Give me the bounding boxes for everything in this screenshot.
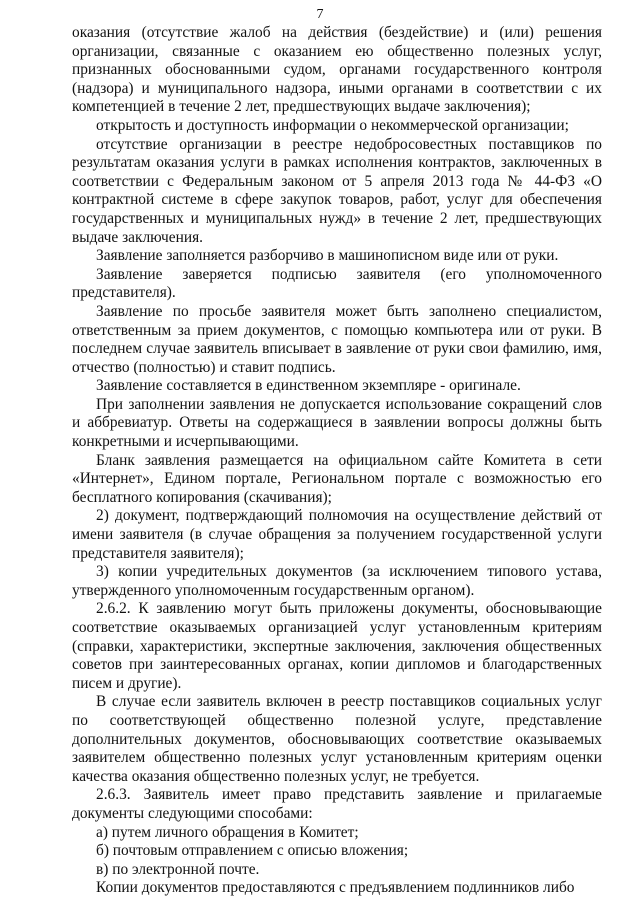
paragraph: При заполнении заявления не допускается использование сокращений слов и аббревиатур. Ответы на содержащиеся в заявлении вопросы должны быть конкретными и исчерпывающими. — [72, 395, 602, 451]
paragraph: оказания (отсутствие жалоб на действия (бездействие) и (или) решения организации, связанные с оказанием ею общественно полезных услуг, признанных обоснованными судом, органами государственного контроля (надзора) и муниципального надзора, иными органами в соответствии с их компетенцией в течение 2 лет, предшествующих выдаче заключения); — [72, 24, 602, 116]
list-item: б) почтовым отправлением с описью вложения; — [96, 842, 409, 860]
paragraph: отсутствие организации в реестре недобросовестных поставщиков по результатам оказания услуги в рамках исполнения контрактов, заключенных в соответствии с Федеральным законом от 5 апреля 2013 года № 44-ФЗ «О контрактной системе в сфере закупок товаров, работ, услуг для обеспечения государственных и муниципальных нужд» в течение 2 лет, предшествующих выдаче заключения. — [72, 135, 602, 246]
paragraph: открытость и доступность информации о некоммерческой организации; — [96, 116, 569, 134]
paragraph: Заявление по просьбе заявителя может быть заполнено специалистом, ответственным за прием документов, с помощью компьютера или от руки. В последнем случае заявитель вписывает в заявление от руки свои фамилию, имя, отчество (полностью) и ставит подпись. — [72, 302, 602, 376]
list-item: в) по электронной почте. — [96, 860, 260, 878]
paragraph: В случае если заявитель включен в реестр поставщиков социальных услуг по соответствующей общественно полезной услуге, представление дополнительных документов, обосновывающих соответствие оказываемых заявителем общественно полезных услуг установленным критериям оценки качества оказания общественно полезных услуг, не требуется. — [72, 693, 602, 785]
list-item: а) путем личного обращения в Комитет; — [96, 823, 359, 841]
paragraph: 3) копии учредительных документов (за исключением типового устава, утвержденного уполномоченным государственным органом). — [72, 563, 602, 599]
paragraph: 2) документ, подтверждающий полномочия на осуществление действий от имени заявителя (в случае обращения за получением государственной услуги представителя заявителя); — [72, 507, 602, 562]
paragraph: 2.6.2. К заявлению могут быть приложены документы, обосновывающие соответствие оказываемых организацией услуг установленным критериям (справки, характеристики, экспертные заключения, заключения общественных советов при заинтересованных органах, копии дипломов и благодарственных писем и другие). — [72, 600, 602, 692]
paragraph: Заявление заполняется разборчиво в машинописном виде или от руки. — [96, 247, 559, 265]
document-body — [72, 24, 602, 898]
paragraph: Заявление составляется в единственном экземпляре - оригинале. — [96, 377, 521, 395]
paragraph: 2.6.3. Заявитель имеет право представить заявление и прилагаемые документы следующими способами: — [72, 786, 602, 822]
paragraph: Заявление заверяется подписью заявителя (его уполномоченного представителя). — [72, 265, 602, 302]
page-number: 7 — [316, 7, 324, 22]
paragraph: Бланк заявления размещается на официальном сайте Комитета в сети «Интернет», Едином портале, Региональном портале с возможностью его бесплатного копирования (скачивания); — [72, 451, 602, 506]
paragraph: Копии документов предоставляются с предъявлением подлинников либо — [96, 879, 575, 897]
